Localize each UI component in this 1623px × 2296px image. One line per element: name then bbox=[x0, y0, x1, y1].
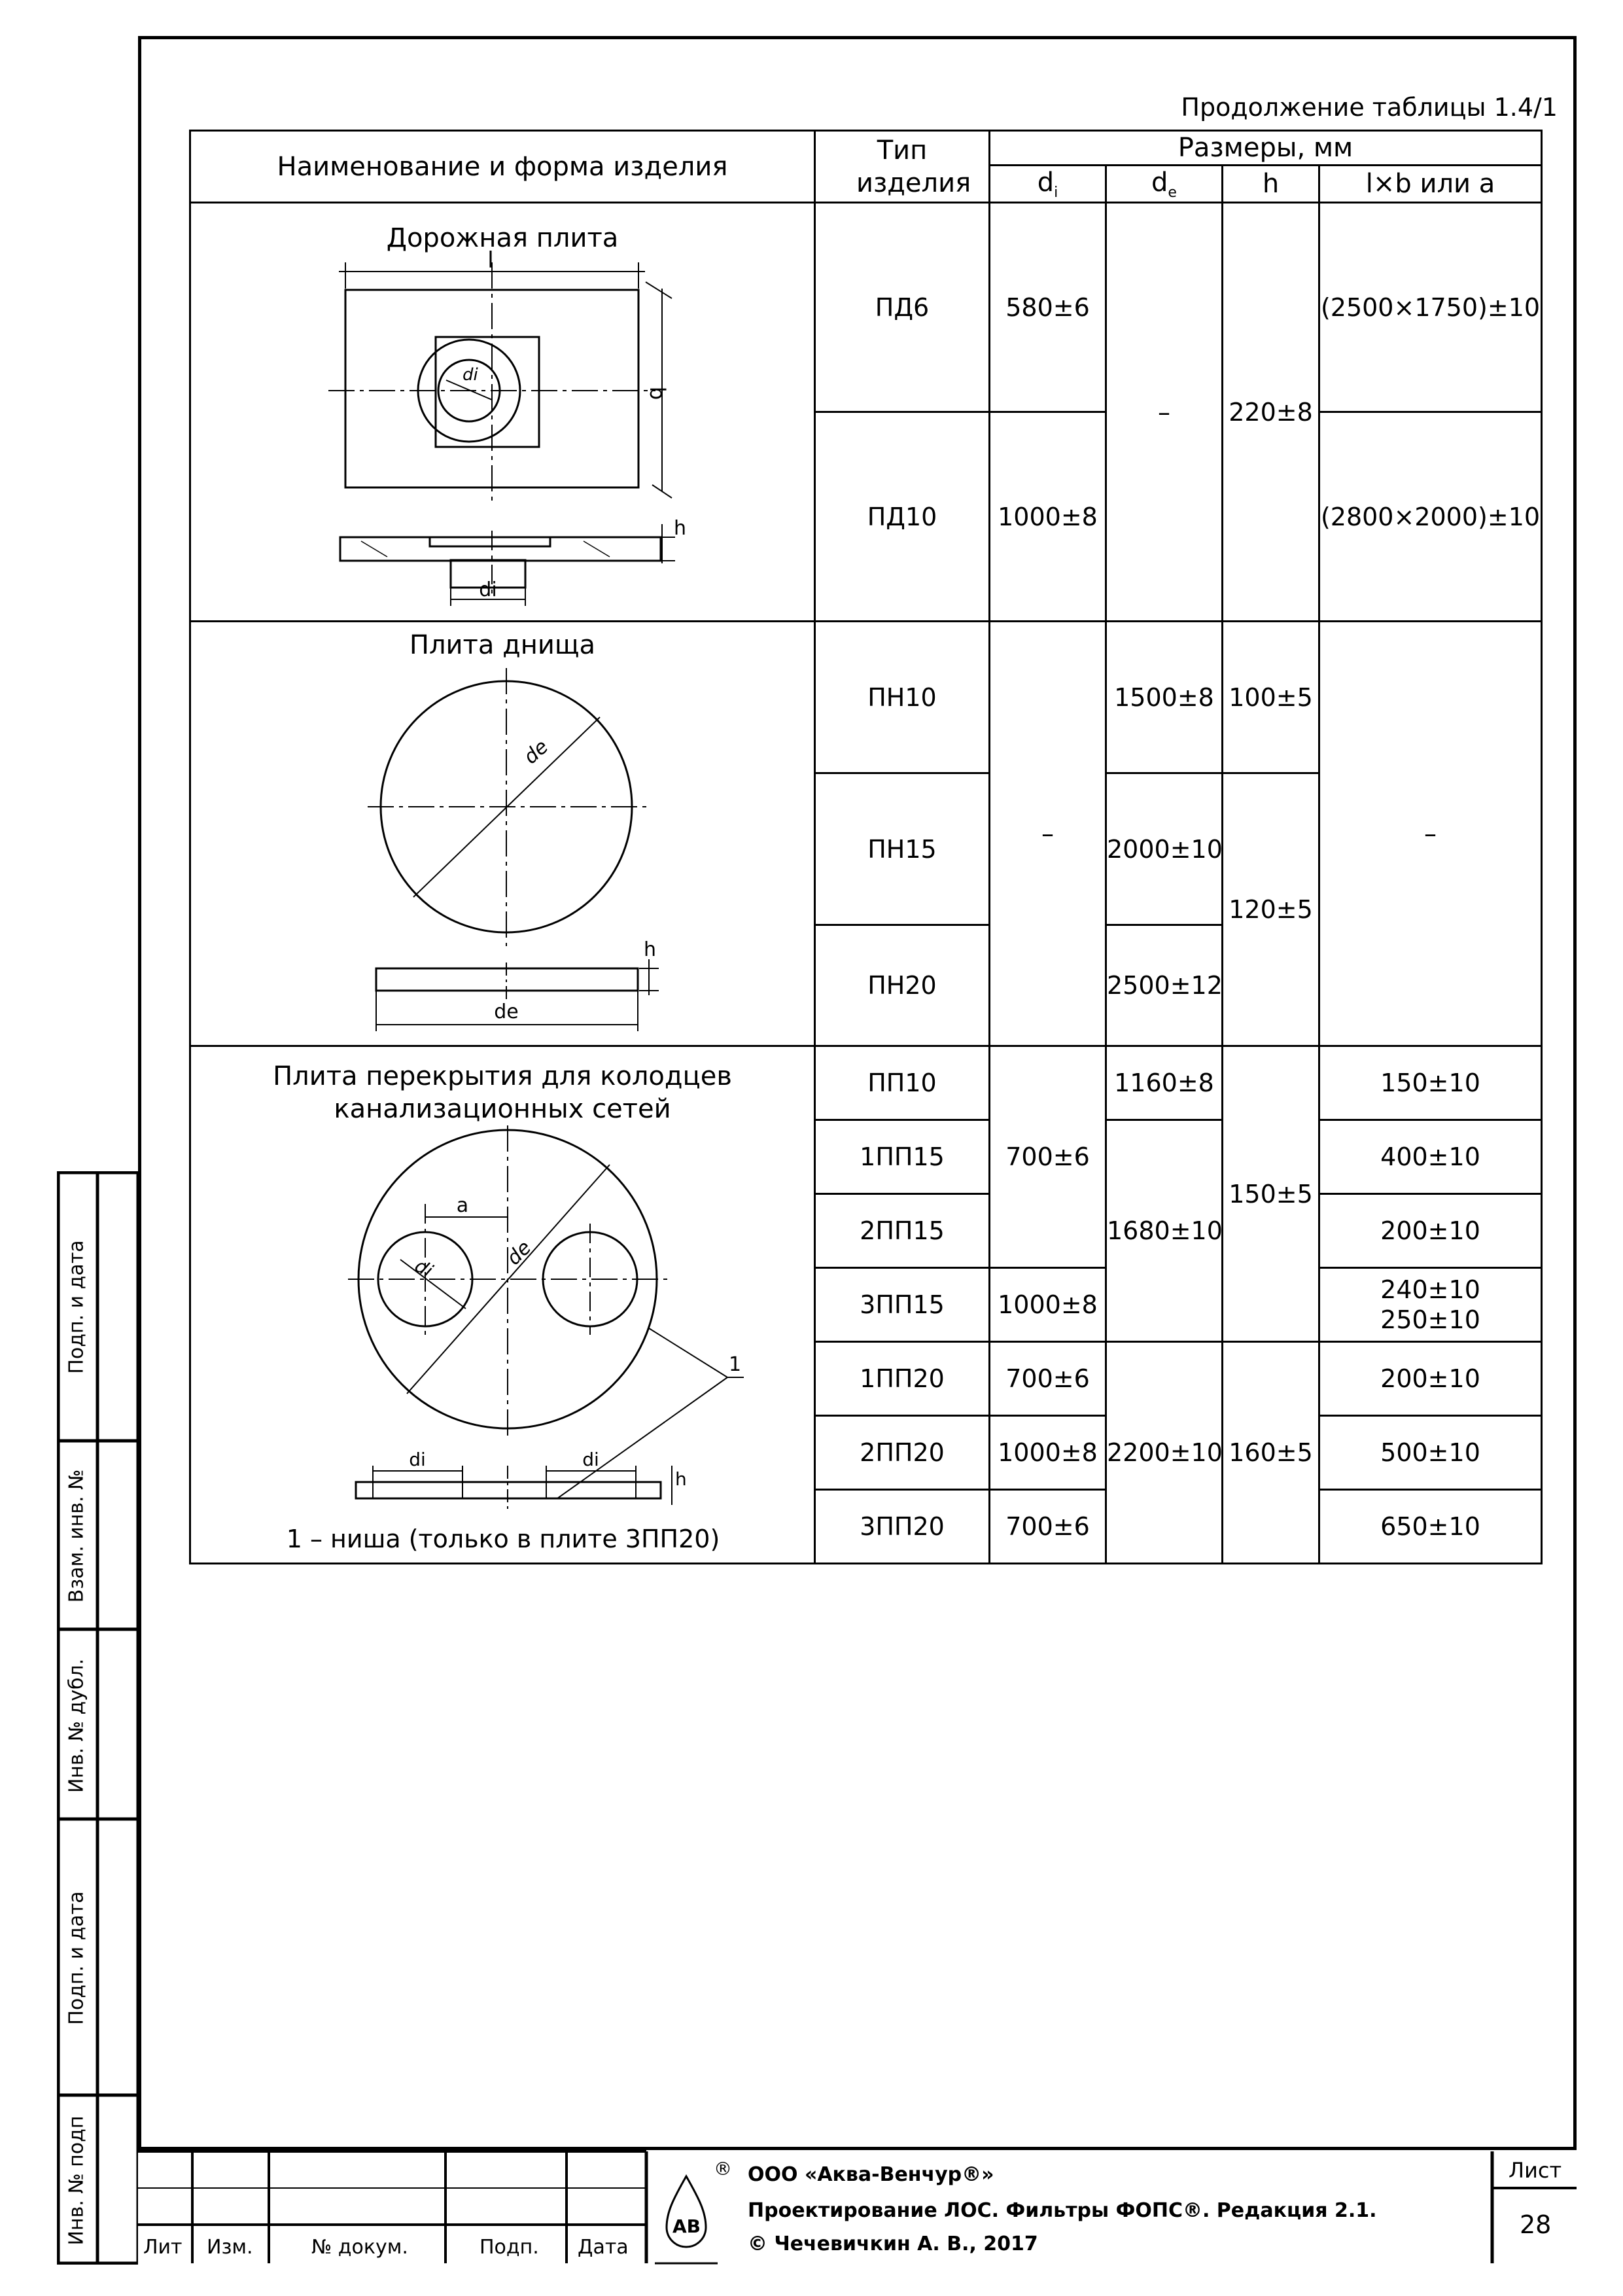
header-name: Наименование и форма изделия bbox=[190, 131, 815, 203]
h-pn15-20: 120±5 bbox=[1223, 773, 1319, 1046]
lb-3pp20: 650±10 bbox=[1319, 1490, 1542, 1564]
header-de: $d_e$ bbox=[1106, 166, 1223, 203]
lb-pd6: (2500×1750)±10 bbox=[1319, 203, 1542, 412]
h-pn10: 100±5 bbox=[1223, 622, 1319, 773]
lb-pd10: (2800×2000)±10 bbox=[1319, 412, 1542, 622]
de-pp15: 1680±10 bbox=[1106, 1120, 1223, 1342]
side-binding-strip bbox=[57, 1171, 138, 2265]
stamp-col-lit: Лит bbox=[143, 2236, 183, 2259]
footnote: 1 – ниша (только в плите 3ПП20) bbox=[286, 1525, 720, 1553]
di-1pp20: 700±6 bbox=[990, 1342, 1106, 1416]
type-1pp20: 1ПП20 bbox=[815, 1342, 990, 1416]
bottom-slab-cell bbox=[190, 622, 815, 1046]
bottom-slab-drawing bbox=[191, 622, 816, 1044]
title-block bbox=[138, 2150, 1577, 2265]
dim-di-left-label: di bbox=[409, 1449, 426, 1470]
de-pp10: 1160±8 bbox=[1106, 1046, 1223, 1120]
h-pp20: 160±5 bbox=[1223, 1342, 1319, 1564]
type-pn20: ПН20 bbox=[815, 925, 990, 1046]
de-pn10: 1500±8 bbox=[1106, 622, 1223, 773]
logo-registered: ® bbox=[714, 2158, 732, 2180]
dim-de-bottom-label: de bbox=[494, 1000, 519, 1023]
dim-a-label: a bbox=[456, 1194, 469, 1217]
product-table bbox=[189, 130, 1543, 1564]
header-di: $d_i$ bbox=[990, 166, 1106, 203]
type-2pp20: 2ПП20 bbox=[815, 1416, 990, 1490]
dim-di-bottom-label: di bbox=[479, 578, 497, 601]
logo-letters: АВ bbox=[672, 2216, 701, 2237]
callout-1: 1 bbox=[729, 1353, 742, 1376]
cover-slab-title: Плита перекрытия для колодцев канализационных сетей bbox=[273, 1061, 732, 1124]
de-pp20: 2200±10 bbox=[1106, 1342, 1223, 1564]
type-pn15: ПН15 bbox=[815, 773, 990, 925]
road-slab-drawing bbox=[191, 203, 816, 622]
lb-2pp15: 200±10 bbox=[1319, 1194, 1542, 1268]
h-pd: 220±8 bbox=[1223, 203, 1319, 622]
table-caption: Продолжение таблицы 1.4/1 bbox=[1181, 93, 1558, 122]
di-pd10: 1000±8 bbox=[990, 412, 1106, 622]
di-pp10-2pp15: 700±6 bbox=[990, 1046, 1106, 1268]
header-type: Тип изделия bbox=[815, 131, 990, 203]
copyright: © Чечевичкин А. В., 2017 bbox=[748, 2233, 1038, 2255]
company-name: ООО «Аква-Венчур®» bbox=[748, 2163, 994, 2186]
dim-di-right-label: di bbox=[582, 1449, 599, 1470]
type-pn10: ПН10 bbox=[815, 622, 990, 773]
dim-di-top-label: di bbox=[462, 365, 478, 385]
dim-di-label: di bbox=[411, 1254, 437, 1282]
h-pp10-15: 150±5 bbox=[1223, 1046, 1319, 1342]
sheet-label: Лист bbox=[1509, 2158, 1562, 2183]
type-pd10: ПД10 bbox=[815, 412, 990, 622]
header-h: h bbox=[1223, 166, 1319, 203]
dim-de-label: de bbox=[502, 1236, 536, 1270]
type-3pp20: 3ПП20 bbox=[815, 1490, 990, 1564]
header-lb: l×b или a bbox=[1319, 166, 1542, 203]
project-title: Проектирование ЛОС. Фильтры ФОПС®. Редакция 2.1. bbox=[748, 2199, 1377, 2222]
dim-h-label: h bbox=[674, 517, 687, 540]
cover-slab-drawing bbox=[191, 1047, 816, 1564]
type-pd6: ПД6 bbox=[815, 203, 990, 412]
stamp-col-date: Дата bbox=[578, 2236, 629, 2259]
side-label-dup-inv: Инв. № дубл. bbox=[65, 1658, 88, 1793]
di-pn: – bbox=[990, 622, 1106, 1046]
lb-2pp20: 500±10 bbox=[1319, 1416, 1542, 1490]
side-label-orig-inv: Инв. № подп bbox=[65, 2115, 88, 2246]
type-2pp15: 2ПП15 bbox=[815, 1194, 990, 1268]
dim-h-label: h bbox=[675, 1468, 687, 1490]
di-3pp15: 1000±8 bbox=[990, 1268, 1106, 1342]
lb-pn: – bbox=[1319, 622, 1542, 1046]
side-label-sign-date-1: Подп. и дата bbox=[65, 1240, 88, 1374]
dim-l-label: l bbox=[487, 247, 494, 274]
stamp-col-podp: Подп. bbox=[480, 2236, 539, 2259]
lb-pp10: 150±10 bbox=[1319, 1046, 1542, 1120]
stamp-col-doc: № докум. bbox=[311, 2236, 408, 2259]
lb-1pp20: 200±10 bbox=[1319, 1342, 1542, 1416]
bottom-slab-title: Плита днища bbox=[409, 630, 596, 660]
de-pn20: 2500±12 bbox=[1106, 925, 1223, 1046]
side-label-replace-inv: Взам. инв. № bbox=[65, 1469, 88, 1603]
lb-1pp15: 400±10 bbox=[1319, 1120, 1542, 1194]
type-1pp15: 1ПП15 bbox=[815, 1120, 990, 1194]
di-3pp20: 700±6 bbox=[990, 1490, 1106, 1564]
header-dims: Размеры, мм bbox=[990, 131, 1542, 166]
dim-de-top-label: de bbox=[519, 735, 553, 769]
lb-3pp15: 240±10 250±10 bbox=[1319, 1268, 1542, 1342]
dim-b-label: b bbox=[645, 386, 670, 400]
dim-h-label: h bbox=[644, 938, 657, 961]
road-slab-title: Дорожная плита bbox=[386, 223, 619, 253]
stamp-col-izm: Изм. bbox=[207, 2236, 253, 2259]
type-pp10: ПП10 bbox=[815, 1046, 990, 1120]
de-pd: – bbox=[1106, 203, 1223, 622]
di-2pp20: 1000±8 bbox=[990, 1416, 1106, 1490]
sheet-number: 28 bbox=[1520, 2210, 1552, 2239]
side-label-sign-date-2: Подп. и дата bbox=[65, 1891, 88, 2025]
type-3pp15: 3ПП15 bbox=[815, 1268, 990, 1342]
road-slab-cell bbox=[190, 203, 815, 622]
di-pd6: 580±6 bbox=[990, 203, 1106, 412]
cover-slab-cell bbox=[190, 1046, 815, 1564]
de-pn15: 2000±10 bbox=[1106, 773, 1223, 925]
